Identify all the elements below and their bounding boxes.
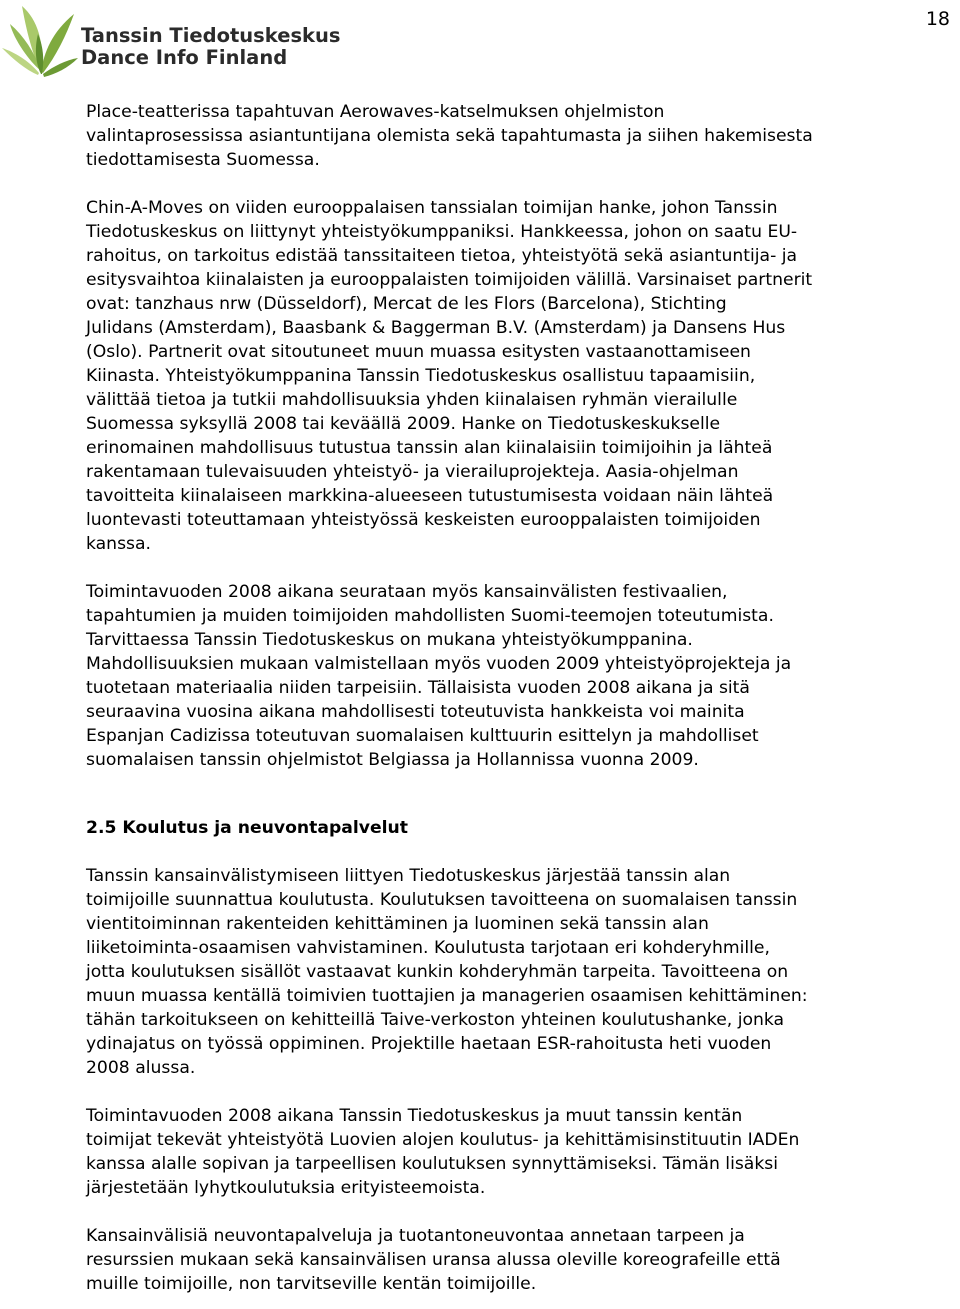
- text-line: luontevasti toteuttamaan yhteistyössä keskeisten eurooppalaisten toimijoiden: [86, 510, 761, 530]
- text-line: esitysvaihtoa kiinalaisten ja eurooppalaisten toimijoiden välillä. Varsinaiset partnerit: [86, 270, 813, 290]
- text-line: valintaprosessissa asiantuntijana olemista sekä tapahtumasta ja siihen hakemisesta: [86, 126, 813, 146]
- text-line: seuraavina vuosina aikana mahdollisesti toteutuvista hankkeista voi mainita: [86, 702, 745, 722]
- text-line: vientitoiminnan rakenteiden kehittäminen ja luominen sekä tanssin alan: [86, 914, 709, 934]
- paragraph-chin-a-moves: [86, 196, 936, 556]
- logo-subtitle: Dance Info Finland: [81, 46, 288, 69]
- text-line: kanssa.: [86, 534, 151, 554]
- organization-logo: [0, 0, 341, 82]
- text-line: Mahdollisuuksien mukaan valmistellaan myös vuoden 2009 yhteistyöprojekteja ja: [86, 654, 792, 674]
- paragraph-iade-cooperation: [86, 1104, 936, 1200]
- text-line: liiketoiminta-osaamisen vahvistaminen. Koulutusta tarjotaan eri kohderyhmille,: [86, 938, 770, 958]
- text-line: resurssien mukaan sekä kansainvälisen uransa alussa oleville koreografeille että: [86, 1250, 781, 1270]
- document-body: [86, 100, 936, 1296]
- text-line: Tanssin kansainvälistymiseen liittyen Tiedotuskeskus järjestää tanssin alan: [86, 866, 731, 886]
- text-line: erinomainen mahdollisuus tutustua tanssin alan kiinalaisiin toimijoihin ja lähteä: [86, 438, 773, 458]
- text-line: Place-teatterissa tapahtuvan Aerowaves-katselmuksen ohjelmiston: [86, 102, 665, 122]
- text-line: Kiinasta. Yhteistyökumppanina Tanssin Tiedotuskeskus osallistuu tapaamisiin,: [86, 366, 756, 386]
- text-line: suomalaisen tanssin ohjelmistot Belgiassa ja Hollannissa vuonna 2009.: [86, 750, 699, 770]
- paragraph-festivals-2008: [86, 580, 936, 772]
- text-line: tiedottamisesta Suomessa.: [86, 150, 320, 170]
- text-line: tuotetaan materiaalia niiden tarpeisiin. Tällaisista vuoden 2008 aikana ja sitä: [86, 678, 750, 698]
- text-line: muun muassa kentällä toimivien tuottajien ja managerien osaamisen kehittäminen:: [86, 986, 808, 1006]
- text-line: järjestetään lyhytkoulutuksia erityisteemoista.: [86, 1178, 486, 1198]
- text-line: tavoitteita kiinalaiseen markkina-alueeseen tutustumisesta voidaan näin lähteä: [86, 486, 774, 506]
- page-number: 18: [925, 8, 950, 30]
- paragraph-advisory-services: [86, 1224, 936, 1296]
- text-line: Kansainvälisiä neuvontapalveluja ja tuotantoneuvontaa annetaan tarpeen ja: [86, 1226, 745, 1246]
- text-line: Julidans (Amsterdam), Baasbank & Baggerman B.V. (Amsterdam) ja Dansens Hus: [86, 318, 786, 338]
- text-line: ovat: tanzhaus nrw (Düsseldorf), Mercat de les Flors (Barcelona), Stichting: [86, 294, 727, 314]
- text-line: toimijoille suunnattua koulutusta. Koulutuksen tavoitteena on suomalaisen tanssin: [86, 890, 798, 910]
- text-line: Chin-A-Moves on viiden eurooppalaisen tanssialan toimijan hanke, johon Tanssin: [86, 198, 778, 218]
- leaf-logo-icon: [0, 0, 80, 82]
- paragraph-training: [86, 864, 936, 1080]
- text-line: Tiedotuskeskus on liittynyt yhteistyökumppaniksi. Hankkeessa, johon on saatu EU-: [86, 222, 798, 242]
- text-line: Toimintavuoden 2008 aikana Tanssin Tiedotuskeskus ja muut tanssin kentän: [86, 1106, 743, 1126]
- text-line: muille toimijoille, non tarvitseville kentän toimijoille.: [86, 1274, 537, 1294]
- logo-title: Tanssin Tiedotuskeskus: [81, 24, 341, 47]
- text-line: kanssa alalle sopivan ja tarpeellisen koulutuksen synnyttämiseksi. Tämän lisäksi: [86, 1154, 779, 1174]
- text-line: Toimintavuoden 2008 aikana seurataan myös kansainvälisten festivaalien,: [86, 582, 728, 602]
- text-line: rakentamaan tulevaisuuden yhteistyö- ja vierailuprojekteja. Aasia-ohjelman: [86, 462, 739, 482]
- text-line: 2008 alussa.: [86, 1058, 196, 1078]
- text-line: välittää tietoa ja tutkii mahdollisuuksia yhden kiinalaisen ryhmän vierailulle: [86, 390, 738, 410]
- text-line: Tarvittaessa Tanssin Tiedotuskeskus on mukana yhteistyökumppanina.: [86, 630, 693, 650]
- text-line: rahoitus, on tarkoitus edistää tanssitaiteen tietoa, yhteistyötä sekä asiantuntija- ja: [86, 246, 798, 266]
- paragraph-aerowaves: [86, 100, 936, 172]
- text-line: toimijat tekevät yhteistyötä Luovien alojen koulutus- ja kehittämisinstituutin IADEn: [86, 1130, 800, 1150]
- text-line: tähän tarkoitukseen on kehitteillä Taive-verkoston yhteinen koulutushanke, jonka: [86, 1010, 785, 1030]
- text-line: (Oslo). Partnerit ovat sitoutuneet muun muassa esitysten vastaanottamiseen: [86, 342, 751, 362]
- text-line: jotta koulutuksen sisällöt vastaavat kunkin kohderyhmän tarpeita. Tavoitteena on: [86, 962, 789, 982]
- text-line: tapahtumien ja muiden toimijoiden mahdollisten Suomi-teemojen toteutumista.: [86, 606, 774, 626]
- text-line: ydinajatus on työssä oppiminen. Projektille haetaan ESR-rahoitusta heti vuoden: [86, 1034, 772, 1054]
- section-heading: 2.5 Koulutus ja neuvontapalvelut: [86, 818, 408, 838]
- text-line: Espanjan Cadizissa toteutuvan suomalaisen kulttuurin esittelyn ja mahdolliset: [86, 726, 759, 746]
- text-line: Suomessa syksyllä 2008 tai keväällä 2009. Hanke on Tiedotuskeskukselle: [86, 414, 721, 434]
